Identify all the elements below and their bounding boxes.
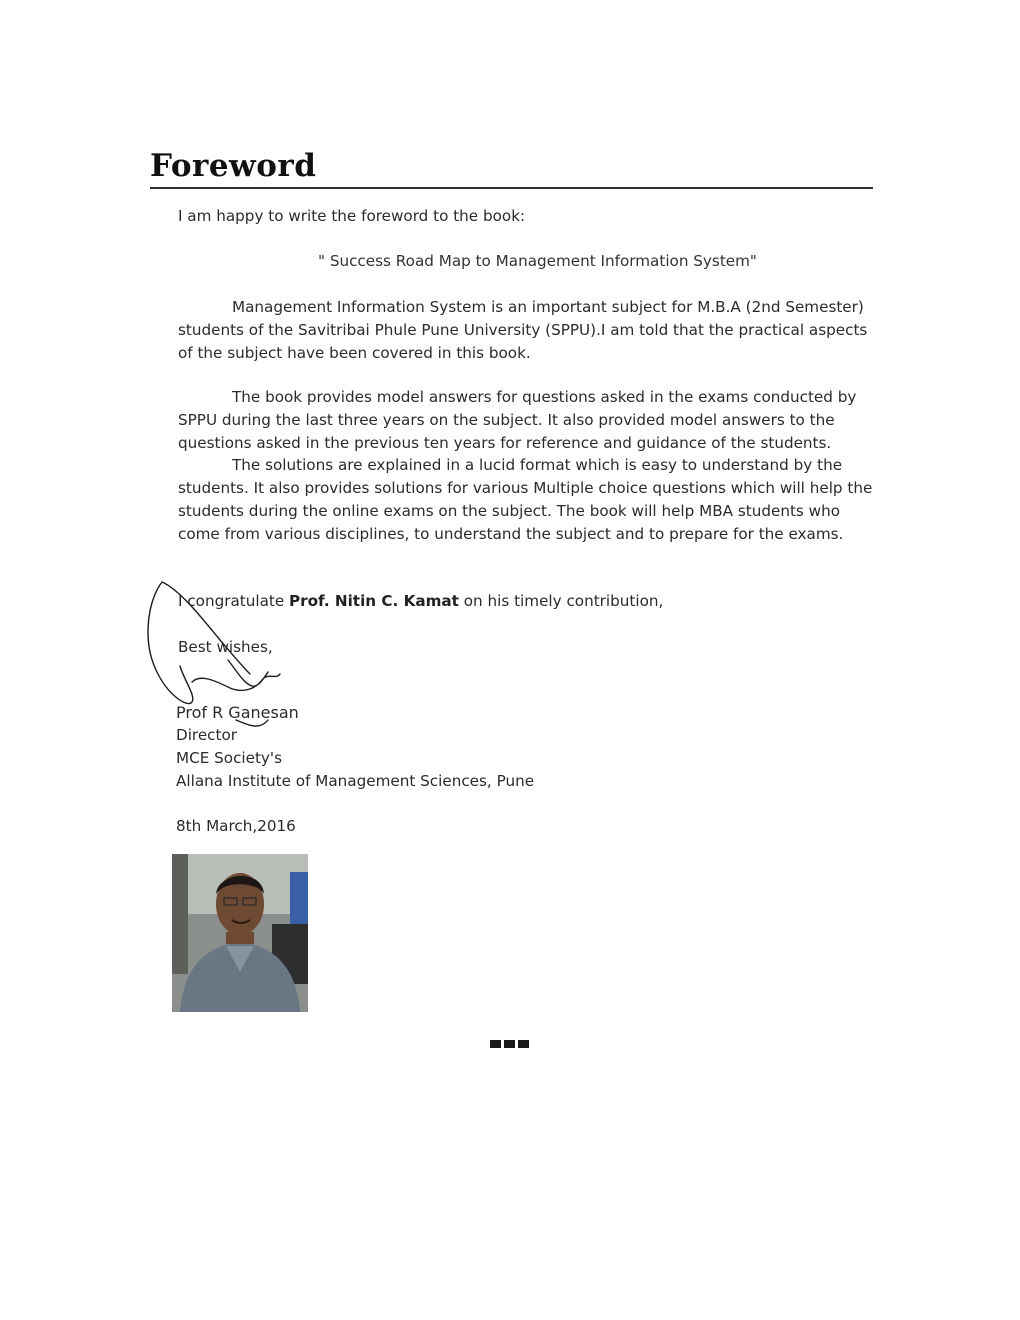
congrats-person: Prof. Nitin C. Kamat — [289, 592, 459, 610]
signatory-block — [176, 701, 534, 793]
paragraph-3 — [178, 454, 878, 546]
date: 8th March,2016 — [176, 817, 296, 835]
paragraph-2-text: The book provides model answers for questions asked in the exams conducted by SPPU during the last three years on the subject. It also provided model answers to the questions asked in the previous ten years for reference and guidance of the students. — [178, 388, 857, 452]
title-divider — [150, 187, 873, 189]
paragraph-1-text: Management Information System is an important subject for M.B.A (2nd Semester) students of the Savitribai Phule Pune University (SPPU).I am told that the practical aspects of the subject have been covered in this book. — [178, 298, 868, 362]
paragraph-1 — [178, 296, 878, 365]
signatory-designation: Director — [176, 726, 238, 744]
paragraph-3-text: The solutions are explained in a lucid format which is easy to understand by the students. It also provides solutions for various Multiple choice questions which will help the students during the online exams on the subject. The book will help MBA students who come from various disciplines, to understand the subject and to prepare for the exams. — [178, 456, 873, 543]
intro-line: I am happy to write the foreword to the book: — [178, 207, 526, 225]
end-marker — [490, 1040, 529, 1048]
paragraph-2 — [178, 386, 878, 455]
author-photo — [172, 854, 308, 1012]
book-title: " Success Road Map to Management Information System" — [318, 252, 757, 270]
signatory-name: Prof R Ganesan — [176, 703, 299, 722]
best-wishes: Best wishes, — [178, 638, 273, 656]
signatory-institute: Allana Institute of Management Sciences, Pune — [176, 772, 535, 790]
congrats-prefix: I congratulate — [178, 592, 289, 610]
signatory-society: MCE Society's — [176, 749, 283, 767]
congrats-suffix: on his timely contribution, — [458, 592, 664, 610]
page-title: Foreword — [150, 148, 317, 184]
